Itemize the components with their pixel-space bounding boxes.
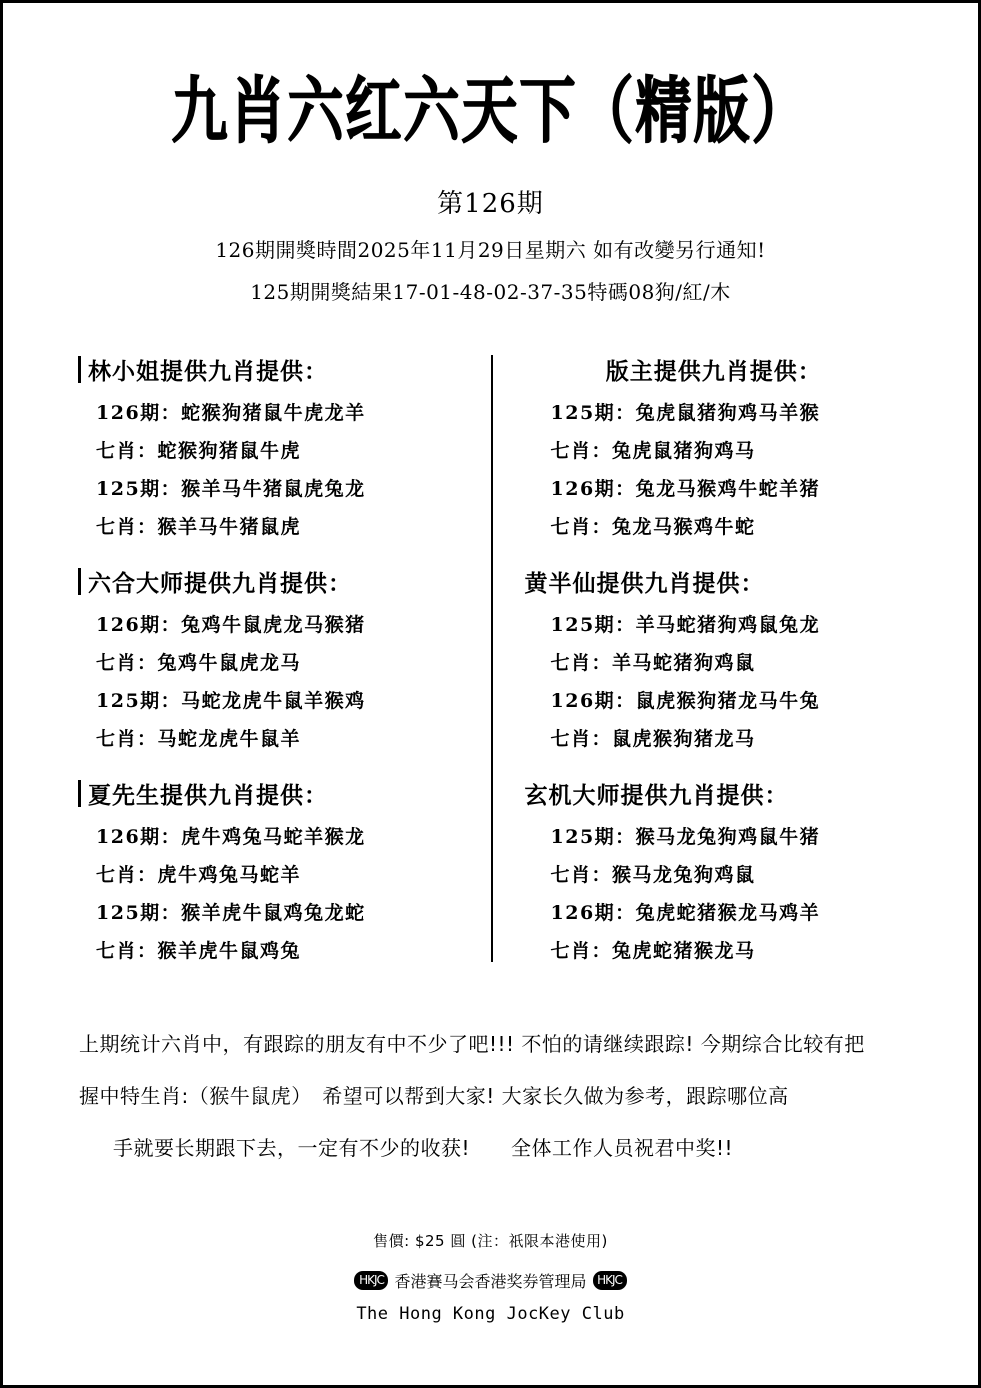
tip-line: 七肖：猴马龙兔狗鸡鼠 <box>550 864 756 886</box>
tip-block-heading: 六合大师提供九肖提供： <box>78 565 465 598</box>
tip-block <box>525 777 904 963</box>
page-inner <box>3 3 978 1385</box>
footer <box>43 1230 938 1324</box>
tip-line: 七肖：马蛇龙虎牛鼠羊 <box>96 728 302 750</box>
right-column <box>491 353 904 974</box>
tip-block-heading: 夏先生提供九肖提供： <box>78 777 465 810</box>
price-text: 售價: $25 圓 (注：祇限本港使用) <box>373 1232 608 1250</box>
tip-line: 126期：兔龙马猴鸡牛蛇羊猪 <box>550 478 821 500</box>
last-result-text: 125期開獎結果17-01-48-02-37-35特碼08狗/紅/木 <box>250 280 731 304</box>
tip-line: 125期：马蛇龙虎牛鼠羊猴鸡 <box>96 690 366 712</box>
commentary-line: 手就要长期跟下去，一定有不少的收获! 全体工作人员祝君中奖!! <box>113 1136 734 1160</box>
draw-time-text: 126期開獎時間2025年11月29日星期六 如有改變另行通知! <box>215 238 766 262</box>
organization-line <box>43 1269 938 1292</box>
jockey-club-logo-icon: HKJC <box>354 1271 388 1290</box>
tip-block <box>525 353 904 539</box>
organization-name: 香港賽马会香港奖券管理局 <box>394 1272 587 1291</box>
page-title: 九肖六红六天下（精版） <box>171 68 810 154</box>
tip-line: 七肖：兔龙马猴鸡牛蛇 <box>550 516 756 538</box>
tip-line: 七肖：兔虎鼠猪狗鸡马 <box>550 440 756 462</box>
tip-line: 125期：兔虎鼠猪狗鸡马羊猴 <box>550 402 821 424</box>
tips-columns <box>43 353 938 974</box>
tip-block <box>78 353 465 539</box>
tip-block-heading: 林小姐提供九肖提供： <box>78 353 465 386</box>
tip-block <box>78 777 465 963</box>
tip-line: 126期：鼠虎猴狗猪龙马牛兔 <box>550 690 821 712</box>
tip-line: 七肖：猴羊虎牛鼠鸡兔 <box>96 940 302 962</box>
left-column <box>78 353 491 974</box>
tip-line: 126期：兔虎蛇猪猴龙马鸡羊 <box>550 902 821 924</box>
jockey-club-logo-icon: HKJC <box>593 1271 627 1290</box>
tip-line: 125期：羊马蛇猪狗鸡鼠兔龙 <box>550 614 821 636</box>
tip-line: 126期：虎牛鸡兔马蛇羊猴龙 <box>96 826 366 848</box>
tip-line: 七肖：虎牛鸡兔马蛇羊 <box>96 864 302 886</box>
tip-line: 126期：兔鸡牛鼠虎龙马猴猪 <box>96 614 366 636</box>
tip-line: 七肖：蛇猴狗猪鼠牛虎 <box>96 440 302 462</box>
title-container <box>43 65 938 154</box>
tip-line: 七肖：鼠虎猴狗猪龙马 <box>550 728 756 750</box>
tip-line: 125期：猴羊马牛猪鼠虎兔龙 <box>96 478 366 500</box>
tip-line: 七肖：猴羊马牛猪鼠虎 <box>96 516 302 538</box>
tip-block <box>525 565 904 751</box>
tip-line: 126期：蛇猴狗猪鼠牛虎龙羊 <box>96 402 366 424</box>
tip-block-heading: 玄机大师提供九肖提供： <box>524 782 789 809</box>
commentary-line: 握中特生肖:（猴牛鼠虎） 希望可以帮到大家! 大家长久做为参考，跟踪哪位高 <box>79 1084 789 1108</box>
commentary-line: 上期统计六肖中，有跟踪的朋友有中不少了吧!!! 不怕的请继续跟踪! 今期综合比较有把 <box>79 1032 865 1056</box>
commentary-section <box>43 1018 938 1174</box>
club-english-name: The Hong Kong JocKey Club <box>356 1304 625 1324</box>
tip-line: 125期：猴马龙兔狗鸡鼠牛猪 <box>550 826 821 848</box>
issue-number: 第126期 <box>437 189 544 219</box>
tip-line: 七肖：羊马蛇猪狗鸡鼠 <box>550 652 756 674</box>
tip-block <box>78 565 465 751</box>
tip-line: 七肖：兔虎蛇猪猴龙马 <box>550 940 756 962</box>
tip-block-heading: 黄半仙提供九肖提供： <box>524 570 765 597</box>
tip-block-heading: 版主提供九肖提供： <box>605 358 822 385</box>
tip-line: 125期：猴羊虎牛鼠鸡兔龙蛇 <box>96 902 366 924</box>
tip-line: 七肖：兔鸡牛鼠虎龙马 <box>96 652 302 674</box>
